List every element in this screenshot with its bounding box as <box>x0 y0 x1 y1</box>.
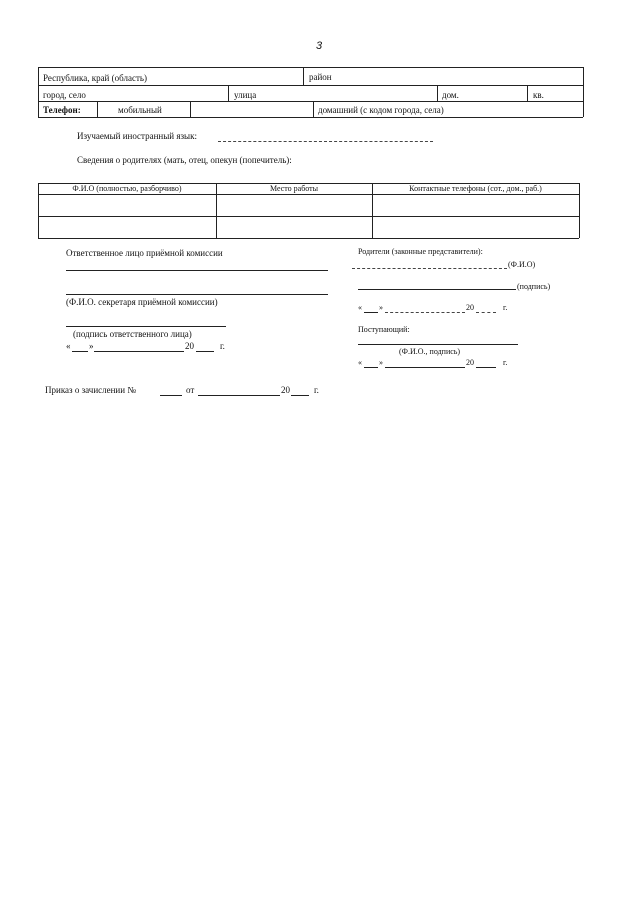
parents-signature-field[interactable] <box>358 289 516 290</box>
year-prefix: 20 <box>466 303 474 312</box>
parents-fio-caption: (Ф.И.О) <box>508 260 536 269</box>
header-workplace: Место работы <box>269 184 319 193</box>
year-suffix: г. <box>220 341 225 351</box>
day-field[interactable] <box>72 351 88 352</box>
home-phone-label: домашний (с кодом города, села) <box>318 105 444 115</box>
secretary-caption: (Ф.И.О. секретаря приёмной комиссии) <box>66 297 218 307</box>
apartment-label: кв. <box>533 90 544 100</box>
region-label: Республика, край (область) <box>43 73 147 83</box>
year-prefix: 20 <box>466 358 474 367</box>
date-close-quote: » <box>379 303 383 312</box>
year-prefix: 20 <box>185 341 194 351</box>
date-open-quote: « <box>358 303 362 312</box>
month-field[interactable] <box>385 312 465 313</box>
order-label: Приказ о зачислении № <box>45 385 136 395</box>
day-field[interactable] <box>364 312 378 313</box>
table-cell[interactable] <box>217 217 372 238</box>
order-date-field[interactable] <box>198 395 280 396</box>
applicant-field[interactable] <box>358 344 518 345</box>
parents-info-label: Сведения о родителях (мать, отец, опекун (попечитель): <box>77 155 292 165</box>
table-cell[interactable] <box>39 217 216 238</box>
table-cell[interactable] <box>217 195 372 216</box>
date-close-quote: » <box>89 341 94 351</box>
secretary-field[interactable] <box>66 294 328 295</box>
responsible-signature-field[interactable] <box>66 326 226 327</box>
year-field[interactable] <box>196 351 214 352</box>
order-year-suffix: г. <box>314 385 319 395</box>
year-field[interactable] <box>476 312 496 313</box>
table-cell[interactable] <box>39 195 216 216</box>
mobile-label: мобильный <box>118 105 162 115</box>
year-suffix: г. <box>503 303 508 312</box>
header-phones: Контактные телефоны (сот., дом., раб.) <box>409 184 542 193</box>
order-number-field[interactable] <box>160 395 182 396</box>
date-open-quote: « <box>66 341 71 351</box>
language-label: Изучаемый иностранный язык: <box>77 131 197 141</box>
page-number: 3 <box>316 40 323 52</box>
header-fio: Ф.И.О (полностью, разборчиво) <box>72 184 182 193</box>
table-cell[interactable] <box>373 217 579 238</box>
order-year-field[interactable] <box>291 395 309 396</box>
phone-label: Телефон: <box>43 105 81 115</box>
signature-caption: (подпись ответственного лица) <box>73 329 192 339</box>
responsible-label: Ответственное лицо приёмной комиссии <box>66 248 223 258</box>
applicant-label: Поступающий: <box>358 325 410 334</box>
street-label: улица <box>234 90 257 100</box>
year-field[interactable] <box>476 367 496 368</box>
responsible-field[interactable] <box>66 270 328 271</box>
month-field[interactable] <box>385 367 465 368</box>
parents-sign-caption: (подпись) <box>517 282 551 291</box>
date-open-quote: « <box>358 358 362 367</box>
house-label: дом. <box>442 90 459 100</box>
table-cell[interactable] <box>373 195 579 216</box>
order-year-prefix: 20 <box>281 385 290 395</box>
order-from-label: от <box>186 385 195 395</box>
applicant-caption: (Ф.И.О., подпись) <box>399 347 461 356</box>
legal-reps-label: Родители (законные представители): <box>358 247 483 256</box>
city-label: город, село <box>43 90 86 100</box>
year-suffix: г. <box>503 358 508 367</box>
language-field[interactable] <box>218 141 433 142</box>
month-field[interactable] <box>94 351 184 352</box>
date-close-quote: » <box>379 358 383 367</box>
day-field[interactable] <box>364 367 378 368</box>
district-label: район <box>309 72 332 82</box>
parents-fio-field[interactable] <box>352 268 507 269</box>
